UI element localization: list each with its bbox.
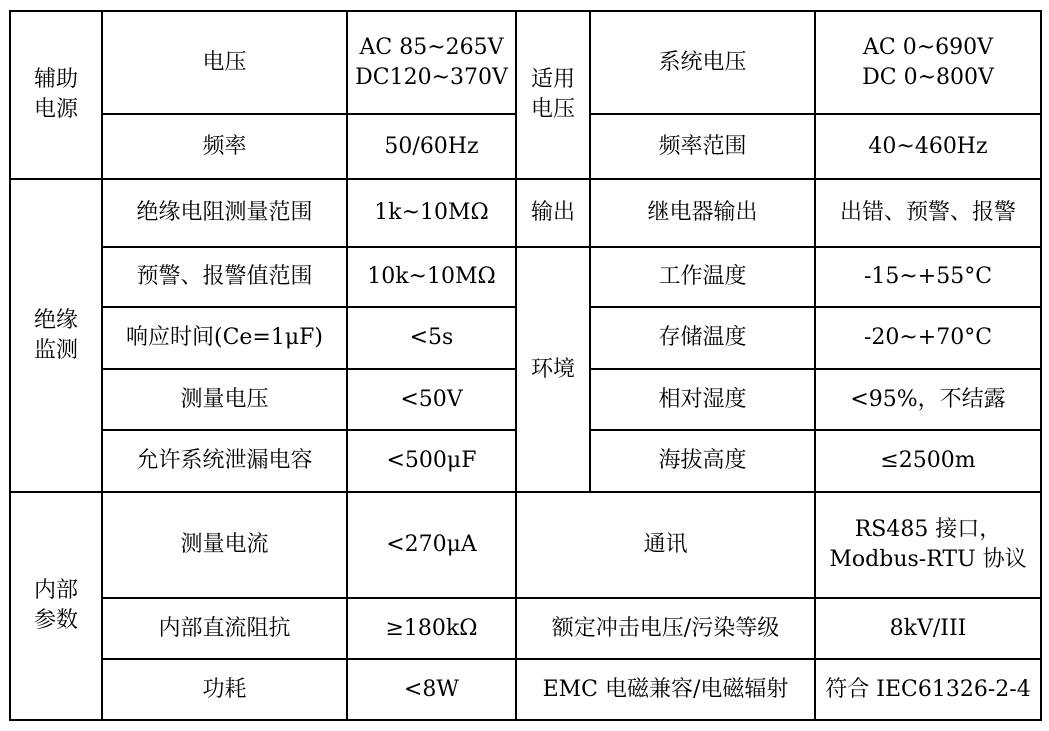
- group-label: 监测: [33, 337, 78, 363]
- internal-label: 测量电流: [102, 492, 347, 598]
- table-row: [10, 247, 1041, 307]
- frequency-range-label: 频率范围: [590, 114, 815, 179]
- environment-label: 海拔高度: [590, 430, 815, 492]
- internal-value: ≥180kΩ: [347, 598, 516, 659]
- environment-label: 工作温度: [590, 247, 815, 307]
- environment-value: <95%，不结露: [815, 369, 1041, 430]
- group-label: 电压: [530, 97, 575, 122]
- frequency-label: 频率: [102, 114, 347, 179]
- environment-label: 存储温度: [590, 307, 815, 369]
- group-label: 参数: [33, 608, 78, 633]
- group-label: 适用: [530, 67, 575, 93]
- internal-label: 功耗: [102, 659, 347, 720]
- group-environment: 环境: [516, 247, 590, 492]
- voltage-label: 电压: [102, 11, 347, 114]
- table-row: [10, 492, 1041, 598]
- internal-label: 内部直流阻抗: [102, 598, 347, 659]
- insulation-label: 响应时间(Ce=1μF): [102, 307, 347, 369]
- insulation-value: <50V: [347, 369, 516, 430]
- system-voltage-dc: DC 0~800V: [862, 64, 994, 90]
- insulation-label: 预警、报警值范围: [102, 247, 347, 307]
- table-row: [10, 598, 1041, 659]
- group-label: 辅助: [33, 67, 78, 93]
- group-label: 内部: [33, 578, 78, 604]
- relay-output-value: 出错、预警、报警: [815, 179, 1041, 247]
- emc-value: 符合 IEC61326-2-4: [815, 659, 1041, 720]
- table-row: [10, 11, 1041, 114]
- environment-label: 相对湿度: [590, 369, 815, 430]
- insulation-value: 10k~10MΩ: [347, 247, 516, 307]
- relay-output-label: 继电器输出: [590, 179, 815, 247]
- emc-label: EMC 电磁兼容/电磁辐射: [516, 659, 815, 720]
- group-applicable-voltage: [516, 11, 590, 179]
- system-voltage-label: 系统电压: [590, 11, 815, 114]
- impulse-voltage-label: 额定冲击电压/污染等级: [516, 598, 815, 659]
- group-label: 绝缘: [33, 307, 78, 333]
- voltage-ac: AC 85~265V: [359, 34, 504, 60]
- group-output: 输出: [516, 179, 590, 247]
- insulation-label: 允许系统泄漏电容: [102, 430, 347, 492]
- voltage-dc: DC120~370V: [355, 64, 508, 90]
- table-row: [10, 659, 1041, 720]
- communication-protocol: Modbus-RTU 协议: [829, 547, 1027, 572]
- insulation-label: 测量电压: [102, 369, 347, 430]
- communication-interface: RS485 接口，: [854, 517, 1002, 543]
- table-row: [10, 179, 1041, 247]
- insulation-value: <5s: [347, 307, 516, 369]
- system-voltage-value: [815, 11, 1041, 114]
- environment-value: ≤2500m: [815, 430, 1041, 492]
- group-label: 电源: [33, 97, 78, 122]
- communication-label: 通讯: [516, 492, 815, 598]
- spec-table: [9, 10, 1042, 721]
- internal-value: <8W: [347, 659, 516, 720]
- system-voltage-ac: AC 0~690V: [862, 34, 994, 60]
- group-aux-power: [10, 11, 102, 179]
- environment-value: -15~+55°C: [815, 247, 1041, 307]
- voltage-value: [347, 11, 516, 114]
- group-internal-params: [10, 492, 102, 720]
- frequency-value: 50/60Hz: [347, 114, 516, 179]
- internal-value: <270μA: [347, 492, 516, 598]
- insulation-label: 绝缘电阻测量范围: [102, 179, 347, 247]
- group-insulation-monitoring: [10, 179, 102, 492]
- communication-value: [815, 492, 1041, 598]
- insulation-value: <500μF: [347, 430, 516, 492]
- impulse-voltage-value: 8kV/III: [815, 598, 1041, 659]
- frequency-range-value: 40~460Hz: [815, 114, 1041, 179]
- insulation-value: 1k~10MΩ: [347, 179, 516, 247]
- environment-value: -20~+70°C: [815, 307, 1041, 369]
